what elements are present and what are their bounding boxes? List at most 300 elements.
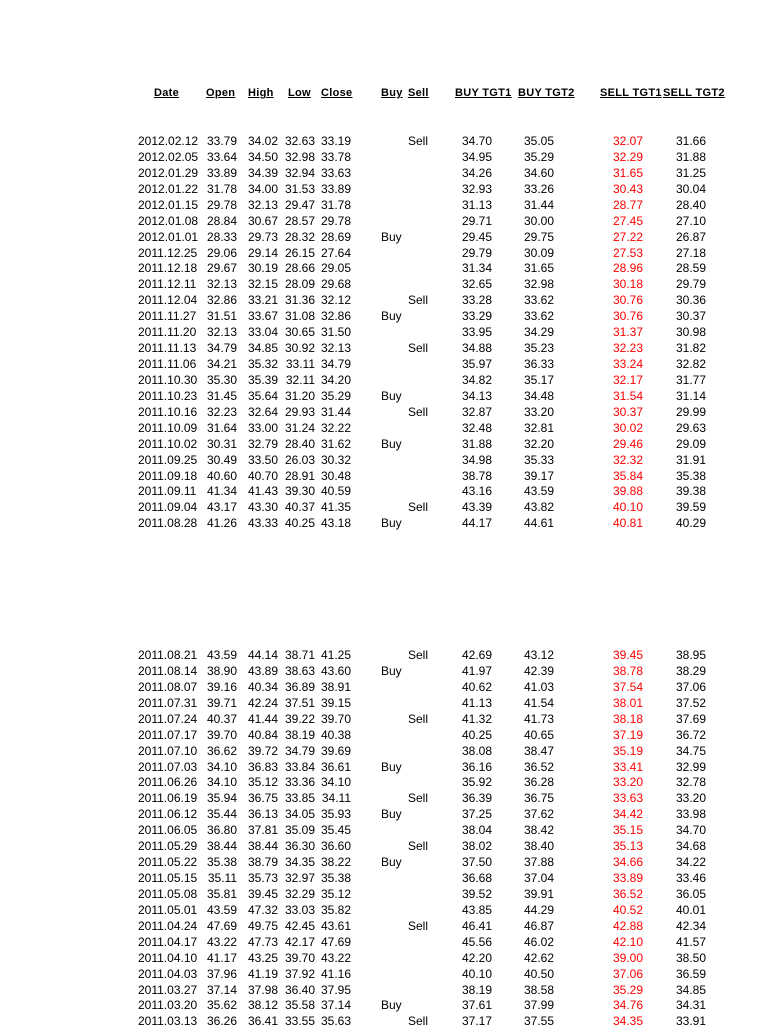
buy-tgt1-cell: 37.61 [461,998,492,1013]
low-cell: 28.57 [284,213,315,228]
header-low: Low [288,87,311,99]
buy-signal-cell: Buy [381,309,402,324]
date-cell: 2012.01.15 [138,197,199,212]
close-cell: 34.11 [321,791,351,806]
buy-tgt2-cell: 31.44 [523,197,554,212]
sell-tgt2-cell: 32.99 [675,759,706,774]
buy-tgt2-cell: 30.09 [523,245,554,260]
header-sell: Sell [408,87,429,99]
buy-tgt1-cell: 34.82 [461,372,492,387]
table-row [0,918,768,934]
date-cell: 2011.06.26 [138,775,198,790]
sell-tgt2-cell: 31.82 [675,341,706,356]
header-high: High [248,87,274,99]
close-cell: 32.12 [320,293,351,308]
low-cell: 28.91 [284,468,315,483]
close-cell: 30.48 [320,468,351,483]
buy-tgt1-cell: 34.88 [461,341,492,356]
high-cell: 35.73 [247,871,278,886]
open-cell: 41.26 [206,516,237,531]
buy-tgt2-cell: 40.65 [523,727,554,742]
sell-tgt1-cell: 38.78 [612,663,643,678]
low-cell: 31.24 [284,420,315,435]
date-cell: 2011.09.25 [138,452,198,467]
low-cell: 29.93 [284,404,315,419]
sell-tgt1-cell: 36.52 [612,886,643,901]
high-cell: 33.50 [247,452,278,467]
open-cell: 43.59 [206,902,237,917]
sell-tgt1-cell: 32.29 [612,149,643,164]
close-cell: 31.44 [320,404,351,419]
table-row [0,213,768,229]
sell-tgt1-cell: 34.42 [612,807,643,822]
sell-tgt2-cell: 36.72 [675,727,706,742]
high-cell: 40.70 [247,468,278,483]
high-cell: 40.34 [247,679,278,694]
low-cell: 32.97 [284,871,315,886]
sell-tgt1-cell: 35.19 [612,743,643,758]
sell-tgt1-cell: 39.00 [612,950,643,965]
buy-tgt1-cell: 31.88 [461,436,492,451]
buy-tgt1-cell: 33.29 [461,309,492,324]
date-cell: 2011.11.20 [138,325,197,340]
buy-tgt1-cell: 42.20 [461,950,492,965]
open-cell: 38.44 [206,839,237,854]
sell-tgt1-cell: 30.76 [612,293,643,308]
table-row [0,468,768,484]
sell-signal-cell: Sell [408,648,429,662]
buy-tgt2-cell: 35.29 [523,149,554,164]
table-row [0,356,768,372]
sell-tgt1-cell: 27.53 [612,245,643,260]
date-cell: 2011.10.30 [138,372,198,387]
buy-tgt2-cell: 38.42 [523,823,554,838]
low-cell: 32.63 [284,134,315,148]
buy-tgt2-cell: 33.20 [523,404,554,419]
sell-tgt2-cell: 36.59 [675,966,706,981]
date-cell: 2011.08.07 [138,679,198,694]
close-cell: 39.70 [320,711,351,726]
open-cell: 28.84 [206,213,237,228]
open-cell: 33.79 [206,134,237,148]
open-cell: 35.11 [207,871,237,886]
close-cell: 35.45 [320,823,351,838]
low-cell: 33.03 [284,902,315,917]
sell-tgt2-cell: 39.59 [675,500,706,515]
close-cell: 35.12 [320,886,351,901]
buy-tgt1-cell: 31.13 [461,197,492,212]
open-cell: 30.31 [206,436,237,451]
high-cell: 29.14 [247,245,278,260]
open-cell: 41.17 [206,950,237,965]
table-row [0,276,768,292]
open-cell: 35.44 [206,807,237,822]
close-cell: 35.82 [320,902,351,917]
sell-tgt2-cell: 32.78 [675,775,706,790]
sell-tgt2-cell: 30.36 [675,293,706,308]
open-cell: 28.33 [206,229,237,244]
sell-tgt2-cell: 29.63 [675,420,706,435]
close-cell: 31.78 [320,197,351,212]
low-cell: 39.70 [284,950,315,965]
close-cell: 33.63 [320,165,351,180]
table-row [0,197,768,213]
date-cell: 2011.10.09 [138,420,198,435]
close-cell: 31.50 [320,325,351,340]
table-row [0,372,768,388]
sell-tgt2-cell: 31.88 [675,149,706,164]
close-cell: 31.62 [320,436,351,451]
close-cell: 28.69 [320,229,351,244]
low-cell: 34.79 [284,743,315,758]
low-cell: 31.20 [284,388,315,403]
sell-tgt1-cell: 31.54 [612,388,643,403]
sell-tgt1-cell: 40.52 [612,902,643,917]
close-cell: 38.22 [320,855,351,870]
buy-tgt2-cell: 33.62 [523,309,554,324]
header-buy-tgt2: BUY TGT2 [518,87,575,99]
low-cell: 42.45 [284,918,315,933]
sell-signal-cell: Sell [408,500,429,515]
open-cell: 43.17 [206,500,237,515]
date-cell: 2011.11.06 [138,357,197,372]
date-cell: 2012.01.22 [138,181,199,196]
high-cell: 43.89 [247,663,278,678]
sell-tgt1-cell: 39.45 [612,648,643,662]
buy-tgt1-cell: 38.19 [461,982,492,997]
date-cell: 2011.12.18 [138,261,198,276]
date-cell: 2012.01.08 [138,213,199,228]
close-cell: 29.68 [320,277,351,292]
close-cell: 35.38 [320,871,351,886]
high-cell: 34.00 [247,181,278,196]
sell-tgt1-cell: 30.37 [612,404,643,419]
sell-tgt1-cell: 40.10 [612,500,643,515]
low-cell: 30.92 [284,341,315,356]
close-cell: 40.59 [320,484,351,499]
buy-tgt2-cell: 36.52 [523,759,554,774]
date-cell: 2011.12.11 [138,277,197,292]
buy-tgt1-cell: 40.25 [461,727,492,742]
high-cell: 41.19 [247,966,278,981]
buy-tgt1-cell: 46.41 [461,918,492,933]
sell-tgt2-cell: 27.10 [675,213,706,228]
high-cell: 44.14 [247,648,278,662]
buy-tgt1-cell: 41.97 [461,663,492,678]
high-cell: 34.39 [247,165,278,180]
date-cell: 2011.05.15 [138,871,198,886]
high-cell: 29.73 [247,229,278,244]
high-cell: 36.41 [247,1014,278,1029]
date-cell: 2011.05.08 [138,886,198,901]
sell-tgt1-cell: 28.77 [612,197,643,212]
date-cell: 2011.11.27 [138,309,197,324]
sell-tgt2-cell: 30.37 [675,309,706,324]
header-buy: Buy [381,87,403,99]
table-row [0,1013,768,1029]
sell-tgt1-cell: 32.17 [612,372,643,387]
buy-tgt2-cell: 40.50 [523,966,554,981]
table-row [0,790,768,806]
buy-tgt1-cell: 37.25 [461,807,492,822]
open-cell: 43.22 [206,934,237,949]
buy-tgt2-cell: 38.47 [523,743,554,758]
high-cell: 30.19 [247,261,278,276]
table-row [0,420,768,436]
sell-tgt2-cell: 38.29 [675,663,706,678]
low-cell: 33.36 [284,775,315,790]
sell-tgt1-cell: 34.35 [612,1014,643,1029]
date-cell: 2011.12.25 [138,245,198,260]
buy-tgt1-cell: 32.93 [461,181,492,196]
open-cell: 36.26 [206,1014,237,1029]
open-cell: 39.70 [206,727,237,742]
header-sell-tgt1: SELL TGT1 [600,87,662,99]
buy-tgt2-cell: 34.29 [523,325,554,340]
open-cell: 29.78 [206,197,237,212]
buy-tgt2-cell: 44.61 [523,516,554,531]
low-cell: 39.22 [284,711,315,726]
sell-tgt2-cell: 36.05 [675,886,706,901]
buy-tgt2-cell: 41.54 [523,695,554,710]
date-cell: 2011.08.28 [138,516,198,531]
date-cell: 2011.03.20 [138,998,198,1013]
table-row [0,436,768,452]
open-cell: 32.23 [206,404,237,419]
open-cell: 47.69 [206,918,237,933]
buy-tgt1-cell: 34.26 [461,165,492,180]
header-buy-tgt1: BUY TGT1 [455,87,512,99]
sell-signal-cell: Sell [408,839,429,854]
high-cell: 37.98 [247,982,278,997]
high-cell: 35.64 [247,388,278,403]
low-cell: 35.58 [284,998,315,1013]
open-cell: 34.10 [206,759,237,774]
buy-tgt2-cell: 46.02 [523,934,554,949]
date-cell: 2012.02.12 [138,134,199,148]
date-cell: 2011.05.01 [138,902,198,917]
sell-signal-cell: Sell [408,293,429,308]
high-cell: 39.72 [247,743,278,758]
high-cell: 33.67 [247,309,278,324]
open-cell: 34.21 [206,357,237,372]
table-row [0,997,768,1013]
buy-signal-cell: Buy [381,229,402,244]
sell-tgt2-cell: 33.46 [675,871,706,886]
sell-tgt2-cell: 42.34 [675,918,706,933]
sell-tgt2-cell: 26.87 [675,229,706,244]
sell-tgt2-cell: 31.77 [675,372,706,387]
sell-signal-cell: Sell [408,1014,429,1029]
high-cell: 40.84 [247,727,278,742]
open-cell: 31.78 [206,181,237,196]
buy-tgt1-cell: 29.45 [461,229,492,244]
close-cell: 41.16 [320,966,351,981]
buy-tgt2-cell: 34.60 [523,165,554,180]
sell-tgt1-cell: 34.66 [612,855,643,870]
close-cell: 27.64 [320,245,351,260]
open-cell: 29.06 [206,245,237,260]
sell-tgt1-cell: 38.18 [612,711,643,726]
sell-tgt2-cell: 39.38 [675,484,706,499]
date-cell: 2011.07.10 [138,743,198,758]
open-cell: 32.13 [206,277,237,292]
sell-tgt1-cell: 42.88 [612,918,643,933]
close-cell: 43.60 [320,663,351,678]
sell-tgt1-cell: 33.89 [612,871,643,886]
header-open: Open [206,87,236,99]
buy-tgt1-cell: 29.79 [461,245,492,260]
sell-signal-cell: Sell [408,791,429,806]
low-cell: 31.53 [284,181,315,196]
buy-tgt1-cell: 35.97 [461,357,492,372]
close-cell: 35.63 [320,1014,351,1029]
date-cell: 2011.06.05 [138,823,198,838]
close-cell: 37.14 [320,998,351,1013]
sell-tgt2-cell: 31.25 [675,165,706,180]
buy-tgt1-cell: 36.39 [461,791,492,806]
table-row [0,260,768,276]
open-cell: 39.16 [206,679,237,694]
sell-tgt2-cell: 31.14 [675,388,706,403]
table-row [0,854,768,870]
open-cell: 29.67 [206,261,237,276]
buy-tgt2-cell: 37.62 [523,807,554,822]
close-cell: 39.15 [320,695,351,710]
low-cell: 38.63 [284,663,315,678]
table-row [0,774,768,790]
sell-tgt1-cell: 33.20 [612,775,643,790]
close-cell: 34.20 [320,372,351,387]
date-cell: 2011.07.31 [138,695,198,710]
buy-signal-cell: Buy [381,759,402,774]
buy-tgt2-cell: 31.65 [523,261,554,276]
sell-tgt1-cell: 33.63 [612,791,643,806]
buy-tgt1-cell: 41.13 [461,695,492,710]
close-cell: 33.78 [320,149,351,164]
buy-tgt2-cell: 29.75 [523,229,554,244]
buy-tgt1-cell: 43.16 [461,484,492,499]
sell-tgt2-cell: 32.82 [675,357,706,372]
high-cell: 49.75 [247,918,278,933]
buy-tgt1-cell: 40.62 [461,679,492,694]
high-cell: 32.79 [247,436,278,451]
table-row [0,950,768,966]
open-cell: 36.80 [206,823,237,838]
sell-tgt2-cell: 34.22 [675,855,706,870]
buy-tgt1-cell: 40.10 [461,966,492,981]
buy-tgt2-cell: 37.99 [523,998,554,1013]
date-cell: 2011.04.10 [138,950,198,965]
close-cell: 33.89 [320,181,351,196]
close-cell: 43.22 [320,950,351,965]
table-row [0,245,768,261]
high-cell: 37.81 [247,823,278,838]
sell-tgt2-cell: 31.66 [675,134,706,148]
sell-signal-cell: Sell [408,918,429,933]
buy-tgt1-cell: 41.32 [461,711,492,726]
low-cell: 32.98 [284,149,315,164]
open-cell: 34.79 [206,341,237,356]
open-cell: 37.96 [206,966,237,981]
table-row [0,679,768,695]
sell-signal-cell: Sell [408,711,429,726]
low-cell: 36.89 [284,679,315,694]
date-cell: 2011.12.04 [138,293,198,308]
low-cell: 30.65 [284,325,315,340]
sell-tgt1-cell: 31.65 [612,165,643,180]
buy-signal-cell: Buy [381,855,402,870]
low-cell: 35.09 [284,823,315,838]
table-row [0,759,768,775]
buy-tgt2-cell: 46.87 [523,918,554,933]
buy-tgt1-cell: 32.87 [461,404,492,419]
sell-tgt1-cell: 32.32 [612,452,643,467]
sell-tgt2-cell: 33.20 [675,791,706,806]
low-cell: 31.08 [284,309,315,324]
low-cell: 36.40 [284,982,315,997]
sell-tgt1-cell: 38.01 [612,695,643,710]
buy-tgt2-cell: 39.17 [523,468,554,483]
low-cell: 32.11 [285,372,315,387]
sell-tgt2-cell: 41.57 [675,934,706,949]
buy-tgt2-cell: 41.03 [523,679,554,694]
sell-tgt1-cell: 42.10 [612,934,643,949]
sell-tgt1-cell: 27.22 [612,229,643,244]
table-row [0,822,768,838]
buy-tgt2-cell: 36.33 [523,357,554,372]
close-cell: 34.10 [320,775,351,790]
buy-tgt2-cell: 32.98 [523,277,554,292]
table-row [0,388,768,404]
low-cell: 26.03 [284,452,315,467]
date-cell: 2011.11.13 [138,341,197,356]
low-cell: 34.05 [284,807,315,822]
low-cell: 32.94 [284,165,315,180]
buy-tgt2-cell: 44.29 [523,902,554,917]
sell-tgt1-cell: 33.24 [612,357,643,372]
high-cell: 30.67 [247,213,278,228]
buy-tgt1-cell: 44.17 [461,516,492,531]
open-cell: 38.90 [206,663,237,678]
table-row [0,483,768,499]
buy-tgt1-cell: 31.34 [461,261,492,276]
close-cell: 33.19 [320,134,351,148]
sell-tgt2-cell: 28.59 [675,261,706,276]
sell-signal-cell: Sell [408,341,429,356]
buy-tgt2-cell: 42.39 [523,663,554,678]
buy-tgt1-cell: 34.98 [461,452,492,467]
low-cell: 26.15 [284,245,315,260]
buy-tgt1-cell: 34.70 [461,134,492,148]
low-cell: 34.35 [284,855,315,870]
close-cell: 29.78 [320,213,351,228]
date-cell: 2011.03.13 [138,1014,198,1029]
date-cell: 2011.06.19 [138,791,198,806]
open-cell: 31.45 [206,388,237,403]
sell-tgt1-cell: 30.18 [612,277,643,292]
sell-tgt1-cell: 28.96 [612,261,643,276]
sell-tgt2-cell: 33.98 [675,807,706,822]
sell-tgt1-cell: 35.29 [612,982,643,997]
sell-tgt1-cell: 35.84 [612,468,643,483]
open-cell: 40.37 [206,711,237,726]
buy-tgt2-cell: 37.55 [523,1014,554,1029]
buy-tgt1-cell: 37.50 [461,855,492,870]
header-date: Date [154,87,180,99]
buy-tgt1-cell: 35.92 [461,775,492,790]
low-cell: 42.17 [284,934,315,949]
